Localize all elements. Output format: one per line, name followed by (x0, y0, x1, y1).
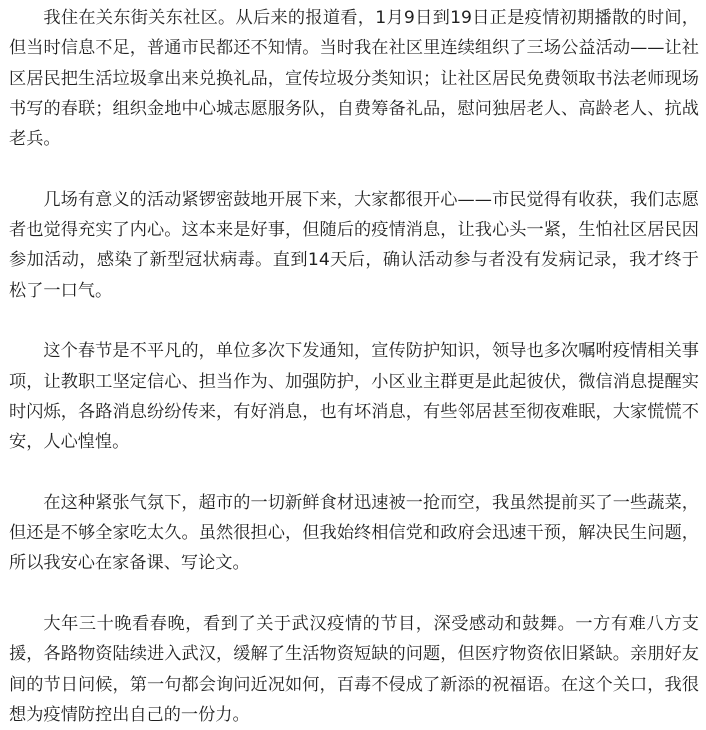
paragraph-1: 我住在关东街关东社区。从后来的报道看，1月9日到19日正是疫情初期播散的时间，但当时信息不足，普通市民都还不知情。当时我在社区里连续组织了三场公益活动——让社区居民把生活垃圾拿出来兑换礼品，宣传垃圾分类知识；让社区居民免费领取书法老师现场书写的春联；组织金地中心城志愿服务队，自费筹备礼品，慰问独居老人、高龄老人、抗战老兵。 (9, 8, 699, 150)
article-body (9, 3, 699, 730)
paragraph-5: 大年三十晚看春晚，看到了关于武汉疫情的节目，深受感动和鼓舞。一方有难八方支援，各路物资陆续进入武汉，缓解了生活物资短缺的问题，但医疗物资依旧紧缺。亲朋好友间的节日问候，第一句都会询问近况如何，百毒不侵成了新添的祝福语。在这个关口，我很想为疫情防控出自己的一份力。 (9, 613, 699, 725)
paragraph-4: 在这种紧张气氛下，超市的一切新鲜食材迅速被一抢而空，我虽然提前买了一些蔬菜，但还是不够全家吃太久。虽然很担心，但我始终相信党和政府会迅速干预，解决民生问题，所以我安心在家备课、写论文。 (9, 492, 699, 574)
paragraph-2: 几场有意义的活动紧锣密鼓地开展下来，大家都很开心——市民觉得有收获，我们志愿者也觉得充实了内心。这本来是好事，但随后的疫情消息，让我心头一紧，生怕社区居民因参加活动，感染了新型冠状病毒。直到14天后，确认活动参与者没有发病记录，我才终于松了一口气。 (9, 189, 699, 301)
paragraph-3: 这个春节是不平凡的，单位多次下发通知，宣传防护知识，领导也多次嘱咐疫情相关事项，让教职工坚定信心、担当作为、加强防护，小区业主群更是此起彼伏，微信消息提醒实时闪烁，各路消息纷纷传来，有好消息，也有坏消息，有些邻居甚至彻夜难眠，大家慌慌不安，人心惶惶。 (9, 341, 699, 453)
